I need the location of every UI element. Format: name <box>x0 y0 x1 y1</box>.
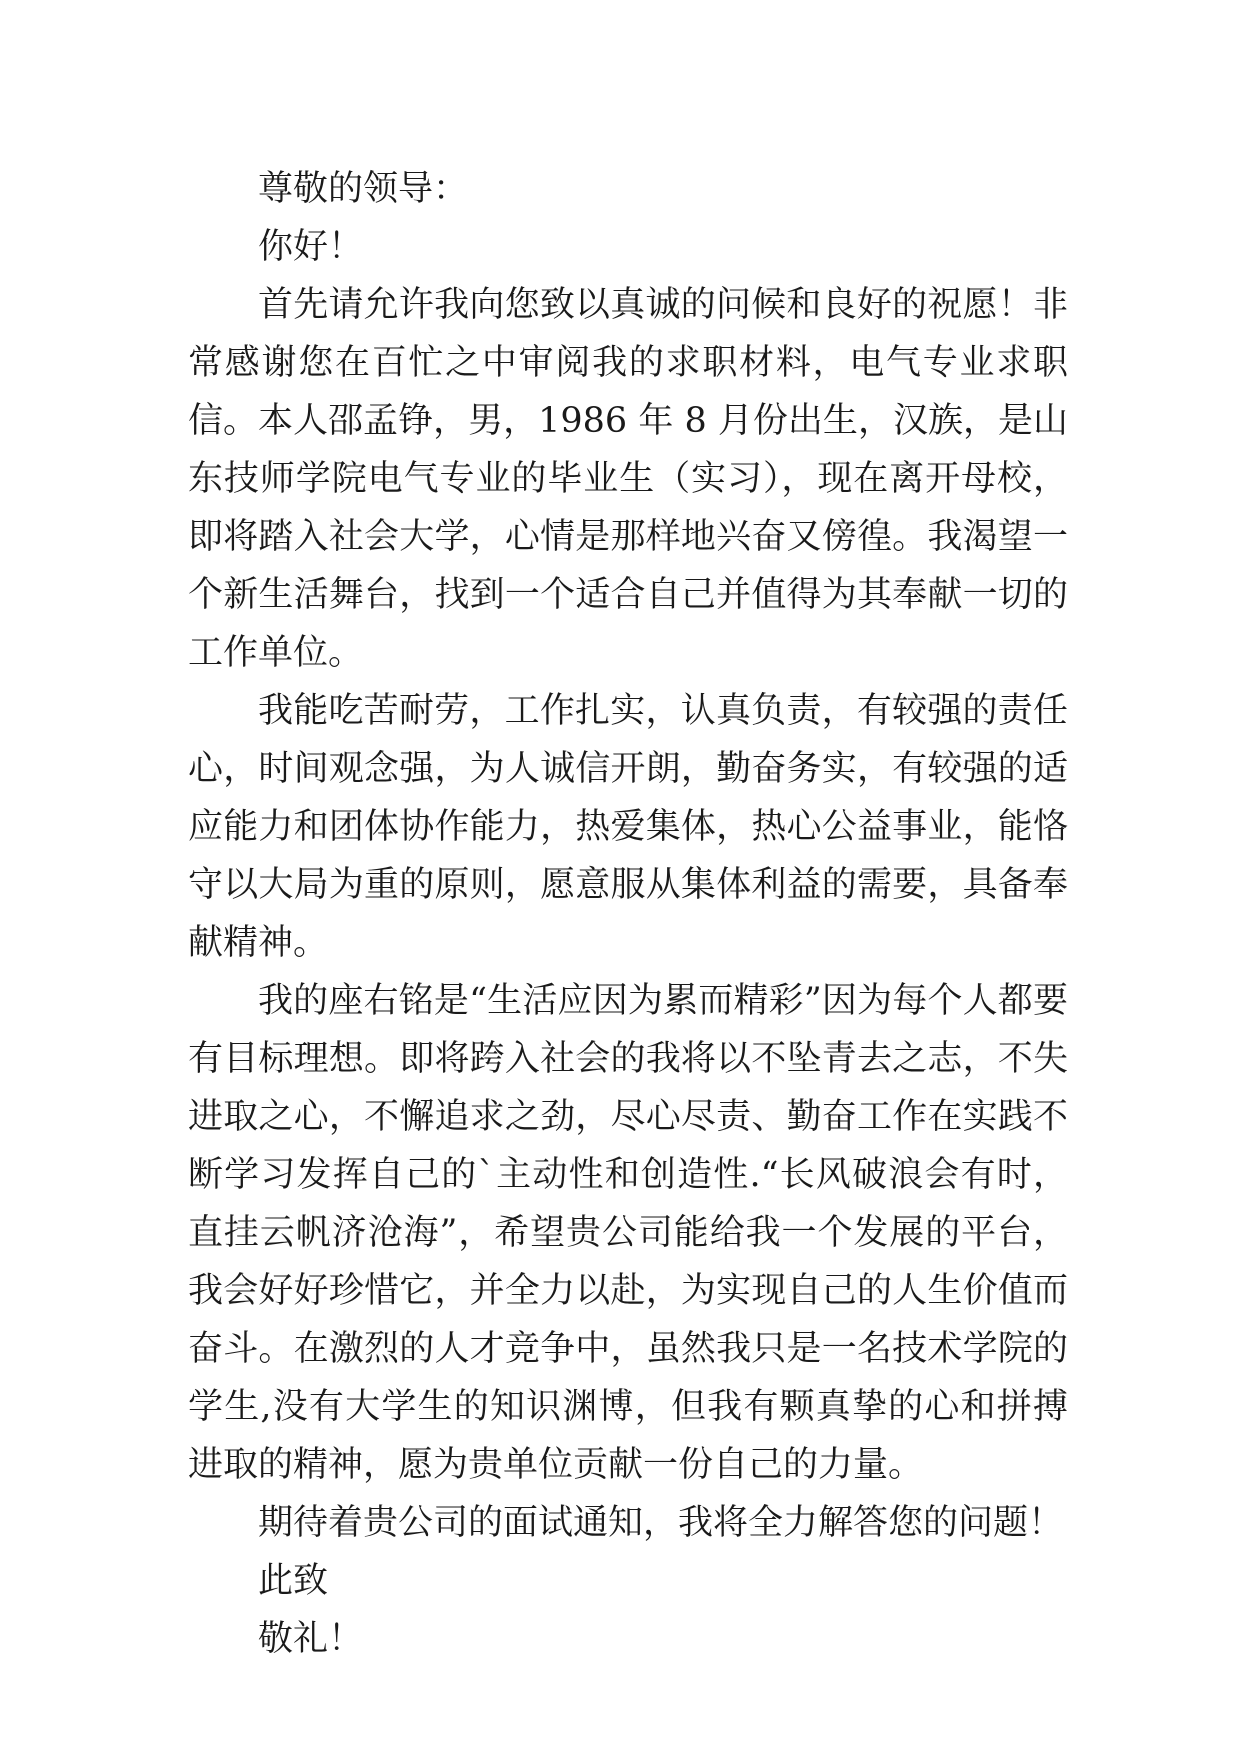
closing-line-1: 此致 <box>258 1561 329 1601</box>
closing-line-2: 敬礼！ <box>258 1619 364 1659</box>
paragraph-closing: 期待着贵公司的面试通知，我将全力解答您的问题！ <box>258 1503 1064 1543</box>
paragraph-qualities: 我能吃苦耐劳，工作扎实，认真负责，有较强的责任心，时间观念强，为人诚信开朗，勤奋务实，有较强的适应能力和团体协作能力，热爱集体，热心公益事业，能恪守以大局为重的原则，愿意服从集体利益的需要，具备奉献精神。 <box>188 691 1068 963</box>
salutation: 尊敬的领导： <box>258 169 469 209</box>
paragraph-intro: 首先请允许我向您致以真诚的问候和良好的祝愿！非常感谢您在百忙之中审阅我的求职材料，电气专业求职信。本人邵孟铮，男，1986 年 8 月份出生，汉族，是山东技师学院电气专业的毕业生（实习），现在离开母校，即将踏入社会大学，心情是那样地兴奋又傍徨。我渴望一个新生活舞台，找到一个适合自己并值得为其奉献一切的工作单位。 <box>188 285 1068 673</box>
greeting: 你好！ <box>258 227 364 267</box>
paragraph-motto: 我的座右铭是“生活应因为累而精彩”因为每个人都要有目标理想。即将跨入社会的我将以不坠青去之志，不失进取之心，不懈追求之劲，尽心尽责、勤奋工作在实践不断学习发挥自己的`主动性和创造性.“长风破浪会有时，直挂云帆济沧海”，希望贵公司能给我一个发展的平台，我会好好珍惜它，并全力以赴，为实现自己的人生价值而奋斗。在激烈的人才竞争中，虽然我只是一名技术学院的学生,没有大学生的知识渊博，但我有颗真挚的心和拼搏进取的精神，愿为贵单位贡献一份自己的力量。 <box>188 981 1068 1485</box>
letter-body <box>188 160 1068 1668</box>
